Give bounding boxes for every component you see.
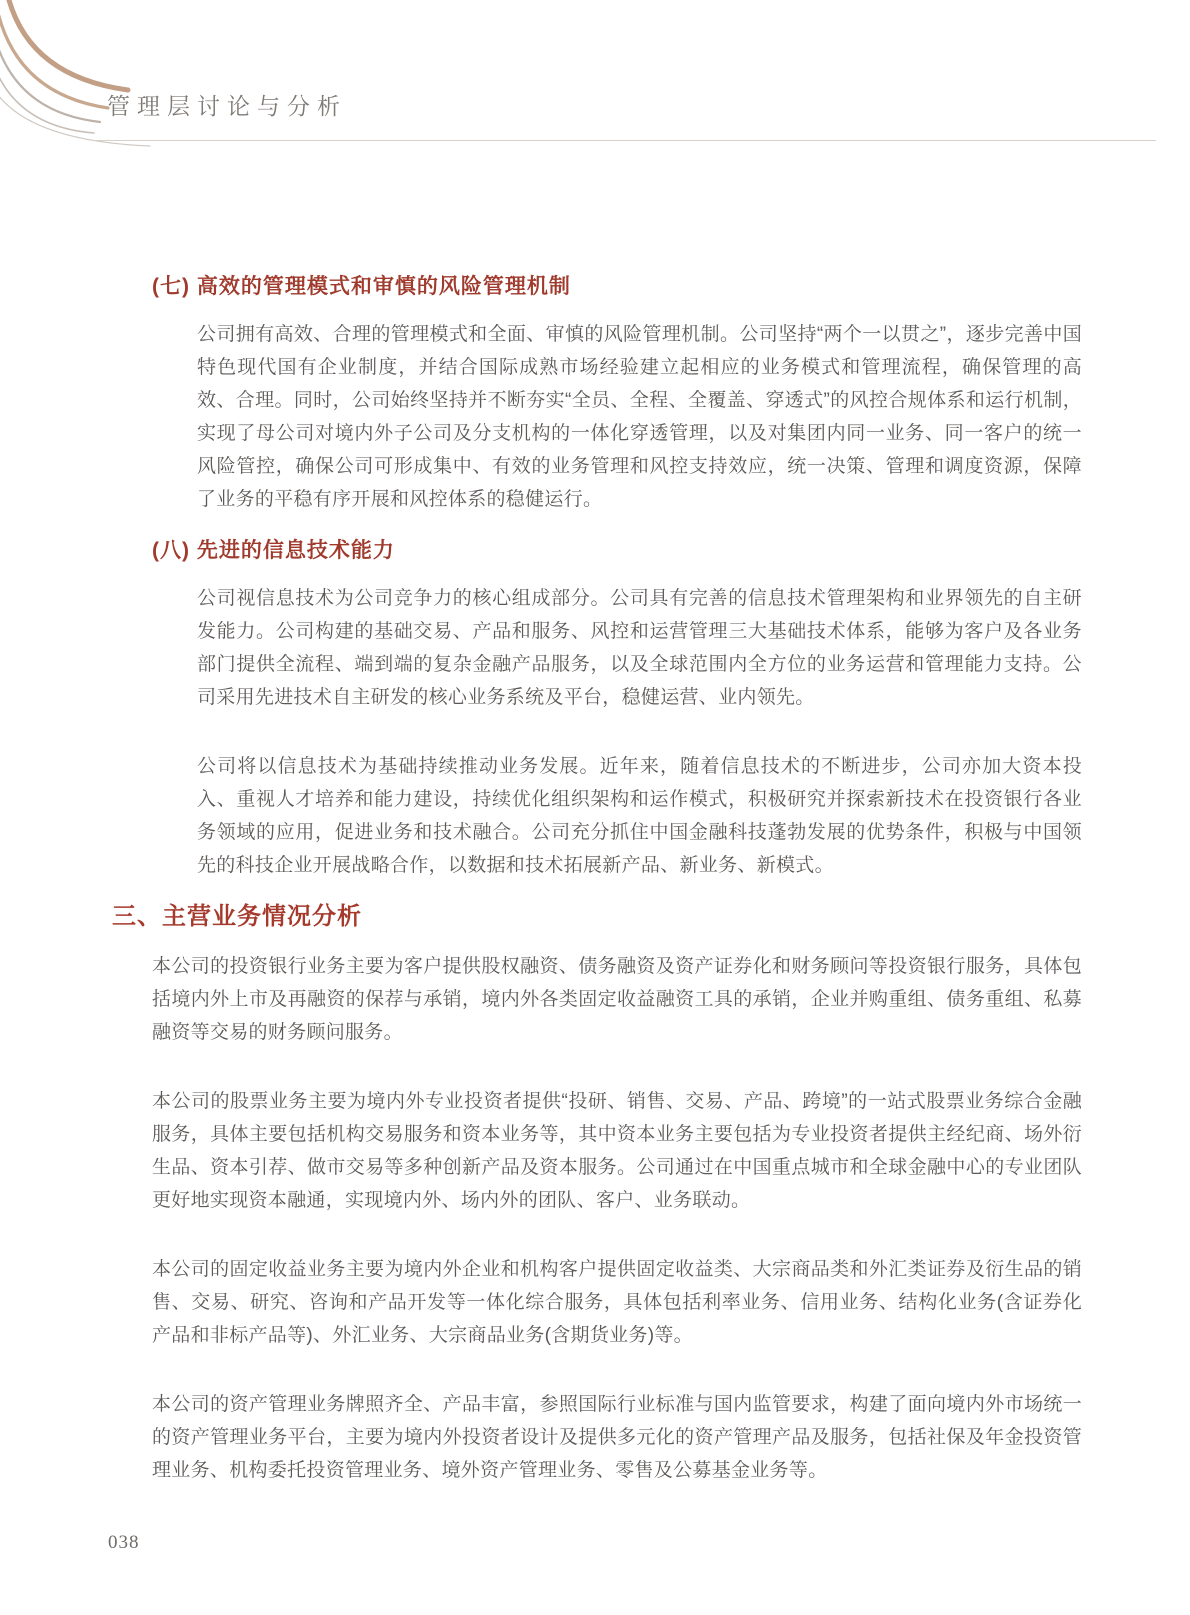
section-3-paragraph-3: 本公司的固定收益业务主要为境内外企业和机构客户提供固定收益类、大宗商品类和外汇类证券及衍生品的销售、交易、研究、咨询和产品开发等一体化综合服务，具体包括利率业务、信用业务、结构化业务(含证券化产品和非标产品等)、外汇业务、大宗商品业务(含期货业务)等。 [152, 1259, 1082, 1346]
section-3-paragraph-1: 本公司的投资银行业务主要为客户提供股权融资、债务融资及资产证券化和财务顾问等投资银行服务，具体包括境内外上市及再融资的保荐与承销，境内外各类固定收益融资工具的承销，企业并购重组、债务重组、私募融资等交易的财务顾问服务。 [152, 956, 1082, 1043]
section-7-heading: (七) 高效的管理模式和审慎的风险管理机制 [152, 275, 571, 298]
section-7 [152, 272, 1082, 516]
header-title: 管理层讨论与分析 [107, 94, 347, 119]
section-8-heading: (八) 先进的信息技术能力 [152, 539, 395, 562]
section-8 [152, 536, 1082, 882]
section-3-heading: 三、主营业务情况分析 [112, 903, 362, 930]
section-7-paragraph: 公司拥有高效、合理的管理模式和全面、审慎的风险管理机制。公司坚持“两个一以贯之”，逐步完善中国特色现代国有企业制度，并结合国际成熟市场经验建立起相应的业务模式和管理流程，确保管理的高效、合理。同时，公司始终坚持并不断夯实“全员、全程、全覆盖、穿透式”的风控合规体系和运行机制，实现了母公司对境内外子公司及分支机构的一体化穿透管理，以及对集团内同一业务、同一客户的统一风险管控，确保公司可形成集中、有效的业务管理和风控支持效应，统一决策、管理和调度资源，保障了业务的平稳有序开展和风控体系的稳健运行。 [197, 324, 1082, 510]
swoosh-arcs-icon [0, 0, 170, 160]
header-rule [92, 140, 1156, 141]
section-3-paragraph-2: 本公司的股票业务主要为境内外专业投资者提供“投研、销售、交易、产品、跨境”的一站式股票业务综合金融服务，具体主要包括机构交易服务和资本业务等，其中资本业务主要包括为专业投资者提供主经纪商、场外衍生品、资本引荐、做市交易等多种创新产品及资本服务。公司通过在中国重点城市和全球金融中心的专业团队更好地实现资本融通，实现境内外、场内外的团队、客户、业务联动。 [152, 1091, 1082, 1211]
page-number: 038 [108, 1532, 140, 1553]
section-3-main-business [112, 900, 1082, 1487]
section-3-paragraph-4: 本公司的资产管理业务牌照齐全、产品丰富，参照国际行业标准与国内监管要求，构建了面向境内外市场统一的资产管理业务平台，主要为境内外投资者设计及提供多元化的资产管理产品及服务，包括社保及年金投资管理业务、机构委托投资管理业务、境外资产管理业务、零售及公募基金业务等。 [152, 1394, 1082, 1481]
section-8-paragraph-2: 公司将以信息技术为基础持续推动业务发展。近年来，随着信息技术的不断进步，公司亦加大资本投入、重视人才培养和能力建设，持续优化组织架构和运作模式，积极研究并探索新技术在投资银行各业务领域的应用，促进业务和技术融合。公司充分抓住中国金融科技蓬勃发展的优势条件，积极与中国领先的科技企业开展战略合作，以数据和技术拓展新产品、新业务、新模式。 [197, 756, 1082, 876]
section-8-paragraph-1: 公司视信息技术为公司竞争力的核心组成部分。公司具有完善的信息技术管理架构和业界领先的自主研发能力。公司构建的基础交易、产品和服务、风控和运营管理三大基础技术体系，能够为客户及各业务部门提供全流程、端到端的复杂金融产品服务，以及全球范围内全方位的业务运营和管理能力支持。公司采用先进技术自主研发的核心业务系统及平台，稳健运营、业内领先。 [197, 588, 1082, 708]
